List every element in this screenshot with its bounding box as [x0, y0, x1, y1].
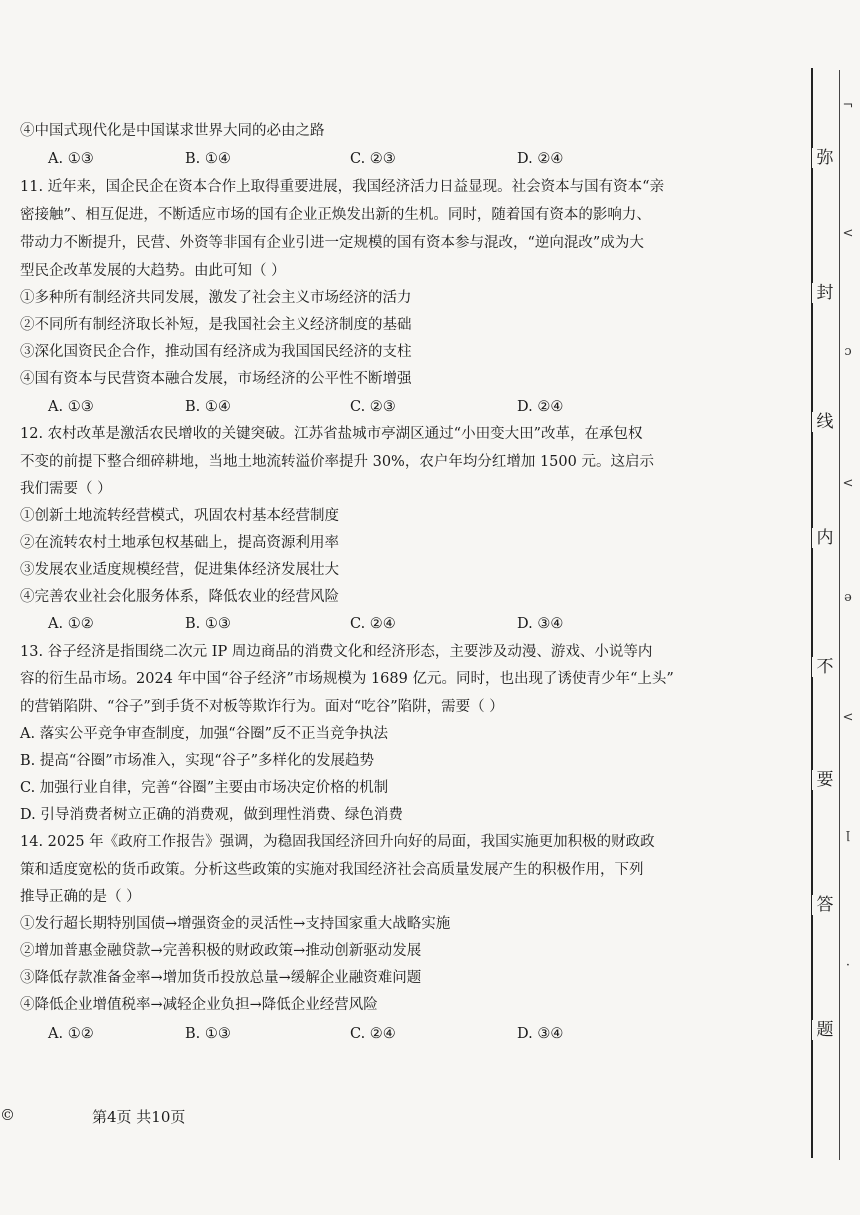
q12-stem-line-3: 我们需要（ ）	[20, 481, 112, 497]
q14-statement-3: ③降低存款准备金率→增加货币投放总量→缓解企业融资难问题	[20, 970, 422, 986]
q12-stem-line-2: 不变的前提下整合细碎耕地，当地土地流转溢价率提升 30%，农户年均分红增加 1500 元。这启示	[20, 454, 654, 470]
seal-mark-6: <	[842, 710, 854, 725]
q11-stem-line-2: 密接触”、相互促进，不断适应市场的国有企业正焕发出新的生机。同时，随着国有资本的影响力、	[20, 207, 651, 223]
option-a: A. ①③	[48, 151, 94, 167]
option-b: B. ①③	[185, 616, 231, 632]
q11-stem-line-3: 带动力不断提升，民营、外资等非国有企业引进一定规模的国有资本参与混改，“逆向混改”成为大	[20, 235, 644, 251]
copyright-mark: ©	[0, 1106, 15, 1124]
q12-statement-4: ④完善农业社会化服务体系，降低农业的经营风险	[20, 589, 339, 605]
q12-statement-1: ①创新土地流转经营模式，巩固农村基本经营制度	[20, 508, 339, 524]
option-c: C. ②③	[350, 399, 396, 415]
q14-statement-1: ①发行超长期特别国债→增强资金的灵活性→支持国家重大战略实施	[20, 916, 451, 932]
option-b: B. ①④	[185, 151, 231, 167]
seal-char-5: 不	[812, 657, 838, 677]
q11-statement-4: ④国有资本与民营资本融合发展，市场经济的公平性不断增强	[20, 371, 412, 387]
q12-options	[48, 614, 748, 634]
seal-char-3: 线	[812, 412, 838, 432]
seal-char-4: 内	[812, 528, 838, 548]
q13-option-c: C. 加强行业自律，完善“谷圈”主要由市场决定价格的机制	[20, 780, 389, 796]
q13-option-a: A. 落实公平竞争审查制度，加强“谷圈”反不正当竞争执法	[20, 726, 389, 742]
q14-stem-line-3: 推导正确的是（ ）	[20, 889, 141, 905]
seal-mark-7: ꞁ	[845, 827, 851, 842]
option-b: B. ①④	[185, 399, 231, 415]
seal-line-rule	[811, 68, 813, 1158]
q14-options	[48, 1024, 748, 1044]
option-a: A. ①②	[48, 1026, 94, 1042]
seal-mark-8: ·	[845, 958, 851, 973]
option-b: B. ①③	[185, 1026, 231, 1042]
q11-statement-3: ③深化国资民企合作，推动国有经济成为我国国民经济的支柱	[20, 344, 412, 360]
option-a: A. ①③	[48, 399, 94, 415]
page-number: 第4页 共10页	[92, 1108, 186, 1126]
seal-line-outer-rule	[839, 70, 840, 1160]
q14-stem-line-2: 策和适度宽松的货币政策。分析这些政策的实施对我国经济社会高质量发展产生的积极作用，下列	[20, 862, 644, 878]
seal-mark-3: ɔ	[844, 344, 852, 359]
q11-statement-1: ①多种所有制经济共同发展，激发了社会主义市场经济的活力	[20, 290, 412, 306]
q11-statement-2: ②不同所有制经济取长补短，是我国社会主义经济制度的基础	[20, 317, 412, 333]
q14-statement-2: ②增加普惠金融贷款→完善积极的财政政策→推动创新驱动发展	[20, 943, 422, 959]
q13-stem-line-2: 容的衍生品市场。2024 年中国“谷子经济”市场规模为 1689 亿元。同时，也出现了诱使青少年“上头”	[20, 671, 674, 687]
q11-stem-line-1: 11. 近年来，国企民企在资本合作上取得重要进展，我国经济活力日益显现。社会资本与国有资本“亲	[20, 179, 665, 195]
seal-char-7: 答	[812, 895, 838, 915]
option-d: D. ③④	[517, 1026, 564, 1042]
option-c: C. ②④	[350, 1026, 396, 1042]
q10-statement-4: ④中国式现代化是中国谋求世界大同的必由之路	[20, 123, 325, 139]
option-d: D. ②④	[517, 399, 564, 415]
option-c: C. ②③	[350, 151, 396, 167]
q12-stem-line-1: 12. 农村改革是激活农民增收的关键突破。江苏省盐城市亭湖区通过“小田变大田”改革，在承包权	[20, 426, 643, 442]
q13-stem-line-1: 13. 谷子经济是指围绕二次元 IP 周边商品的消费文化和经济形态，主要涉及动漫、游戏、小说等内	[20, 644, 653, 660]
q13-stem-line-3: 的营销陷阱、“谷子”到手货不对板等欺诈行为。面对“吃谷”陷阱，需要（ ）	[20, 699, 504, 715]
q14-statement-4: ④降低企业增值税率→减轻企业负担→降低企业经营风险	[20, 997, 378, 1013]
seal-mark-4: <	[842, 476, 854, 491]
q12-statement-2: ②在流转农村土地承包权基础上，提高资源利用率	[20, 535, 339, 551]
q13-option-d: D. 引导消费者树立正确的消费观，做到理性消费、绿色消费	[20, 807, 403, 823]
option-d: D. ②④	[517, 151, 564, 167]
seal-char-2: 封	[812, 283, 838, 303]
q11-options	[48, 397, 748, 417]
q11-stem-line-4: 型民企改革发展的大趋势。由此可知（ ）	[20, 263, 286, 279]
seal-char-6: 要	[812, 770, 838, 790]
seal-char-8: 题	[812, 1020, 838, 1040]
q12-statement-3: ③发展农业适度规模经营，促进集体经济发展壮大	[20, 562, 339, 578]
option-d: D. ③④	[517, 616, 564, 632]
q14-stem-line-1: 14. 2025 年《政府工作报告》强调，为稳固我国经济回升向好的局面，我国实施更加积极的财政政	[20, 834, 655, 850]
option-a: A. ①②	[48, 616, 94, 632]
q10-options	[48, 149, 748, 169]
seal-mark-2: <	[842, 226, 854, 241]
seal-mark-5: ǝ	[844, 590, 852, 605]
seal-mark-1: ¬	[842, 98, 854, 113]
q13-option-b: B. 提高“谷圈”市场准入，实现“谷子”多样化的发展趋势	[20, 753, 375, 769]
option-c: C. ②④	[350, 616, 396, 632]
seal-char-1: 弥	[812, 148, 838, 168]
